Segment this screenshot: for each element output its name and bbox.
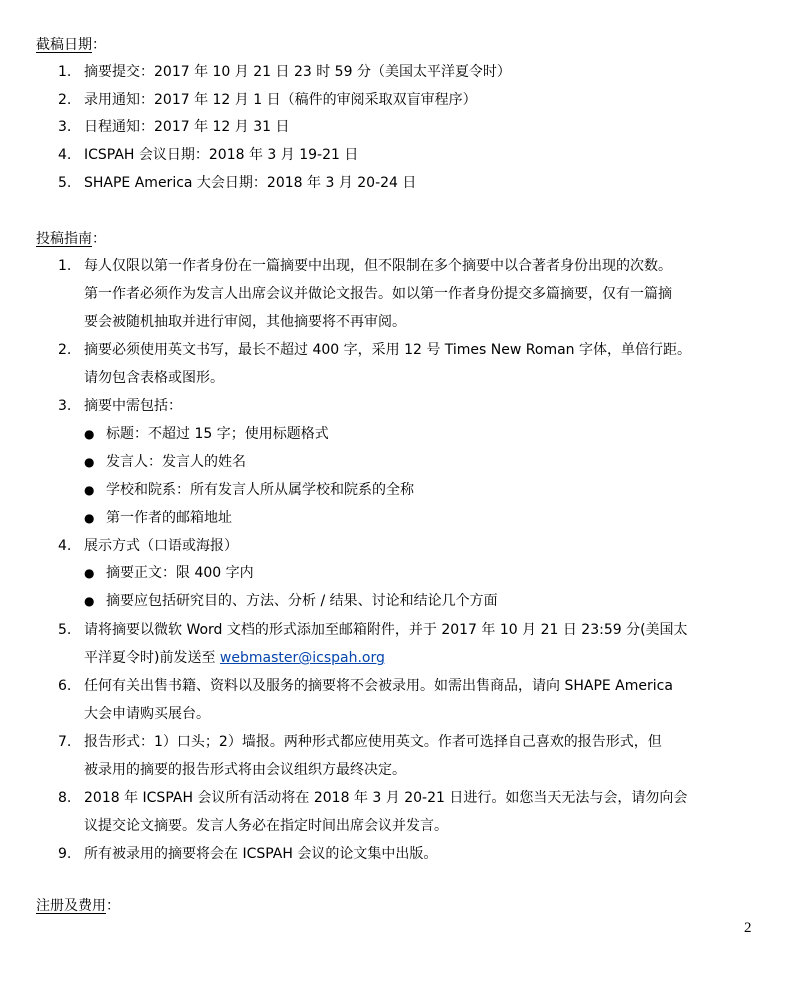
guideline-2-line-2: 请勿包含表格或图形。 <box>84 370 224 386</box>
guideline-1-line-2: 第一作者必须作为发言人出席会议并做论文报告。如以第一作者身份提交多篇摘要，仅有一篇摘 <box>84 286 672 302</box>
guideline-4-bullet-2: 摘要应包括研究目的、方法、分析 / 结果、讨论和结论几个方面 <box>106 593 498 609</box>
bullet-icon: ● <box>84 511 95 525</box>
guideline-num-6: 6. <box>58 678 72 694</box>
guideline-num-5: 5. <box>58 622 72 638</box>
registration-heading-text: 注册及费用 <box>36 898 106 914</box>
bullet-icon: ● <box>84 455 95 469</box>
guideline-5-line-1: 请将摘要以微软 Word 文档的形式添加至邮箱附件，并于 2017 年 10 月 21 日 23:59 分(美国太 <box>84 622 688 638</box>
guideline-6-line-2: 大会申请购买展台。 <box>84 706 210 722</box>
registration-heading <box>36 895 120 915</box>
guideline-2-line-1: 摘要必须使用英文书写，最长不超过 400 字，采用 12 号 Times New Roman 字体，单倍行距。 <box>84 342 691 358</box>
deadline-item-5: SHAPE America 大会日期：2018 年 3 月 20-24 日 <box>84 175 417 191</box>
page-number: 2 <box>744 920 752 936</box>
guideline-4-line-1: 展示方式（口语或海报） <box>84 538 238 554</box>
guideline-3-bullet-3: 学校和院系：所有发言人所从属学校和院系的全称 <box>106 482 414 498</box>
guideline-5-line-2-text: 平洋夏令时)前发送至 <box>84 650 220 666</box>
email-link[interactable]: webmaster@icspah.org <box>219 650 385 666</box>
guideline-4-bullet-1: 摘要正文：限 400 字内 <box>106 565 254 581</box>
deadline-num-4: 4. <box>58 147 72 163</box>
guideline-7-line-2: 被录用的摘要的报告形式将由会议组织方最终决定。 <box>84 762 406 778</box>
deadline-item-4: ICSPAH 会议日期：2018 年 3 月 19-21 日 <box>84 147 359 163</box>
deadlines-heading <box>36 34 106 54</box>
guideline-1-line-3: 要会被随机抽取并进行审阅，其他摘要将不再审阅。 <box>84 314 406 330</box>
deadline-num-2: 2. <box>58 92 72 108</box>
bullet-icon: ● <box>84 483 95 497</box>
deadline-item-2: 录用通知：2017 年 12 月 1 日（稿件的审阅采取双盲审程序） <box>84 92 477 108</box>
guidelines-heading-text: 投稿指南 <box>36 231 92 247</box>
bullet-icon: ● <box>84 594 95 608</box>
guideline-6-line-1: 任何有关出售书籍、资料以及服务的摘要将不会被录用。如需出售商品，请向 SHAPE America <box>84 678 673 694</box>
guideline-num-4: 4. <box>58 538 72 554</box>
deadline-item-1: 摘要提交：2017 年 10 月 21 日 23 时 59 分（美国太平洋夏令时） <box>84 64 511 80</box>
guidelines-heading-colon: ： <box>92 231 106 247</box>
deadline-num-1: 1. <box>58 64 72 80</box>
guideline-9-line-1: 所有被录用的摘要将会在 ICSPAH 会议的论文集中出版。 <box>84 846 438 862</box>
guideline-1-line-1: 每人仅限以第一作者身份在一篇摘要中出现，但不限制在多个摘要中以合著者身份出现的次数。 <box>84 258 672 274</box>
deadline-item-3: 日程通知：2017 年 12 月 31 日 <box>84 119 290 135</box>
bullet-icon: ● <box>84 427 95 441</box>
guideline-num-3: 3. <box>58 398 72 414</box>
guideline-num-1: 1. <box>58 258 72 274</box>
deadline-num-3: 3. <box>58 119 72 135</box>
guideline-3-line-1: 摘要中需包括： <box>84 398 182 414</box>
guideline-8-line-1: 2018 年 ICSPAH 会议所有活动将在 2018 年 3 月 20-21 日进行。如您当天无法与会，请勿向会 <box>84 790 688 806</box>
deadlines-heading-colon: ： <box>92 37 106 53</box>
guidelines-heading <box>36 228 106 248</box>
guideline-3-bullet-4: 第一作者的邮箱地址 <box>106 510 232 526</box>
registration-heading-colon: ： <box>106 898 120 914</box>
guideline-num-8: 8. <box>58 790 72 806</box>
deadline-num-5: 5. <box>58 175 72 191</box>
guideline-3-bullet-1: 标题：不超过 15 字；使用标题格式 <box>106 426 329 442</box>
guideline-8-line-2: 议提交论文摘要。发言人务必在指定时间出席会议并发言。 <box>84 818 448 834</box>
guideline-3-bullet-2: 发言人：发言人的姓名 <box>106 454 246 470</box>
deadlines-heading-text: 截稿日期 <box>36 37 92 53</box>
guideline-num-9: 9. <box>58 846 72 862</box>
guideline-7-line-1: 报告形式：1）口头；2）墙报。两种形式都应使用英文。作者可选择自己喜欢的报告形式，但 <box>84 734 662 750</box>
bullet-icon: ● <box>84 566 95 580</box>
guideline-5-line-2 <box>84 648 385 668</box>
guideline-num-7: 7. <box>58 734 72 750</box>
guideline-num-2: 2. <box>58 342 72 358</box>
